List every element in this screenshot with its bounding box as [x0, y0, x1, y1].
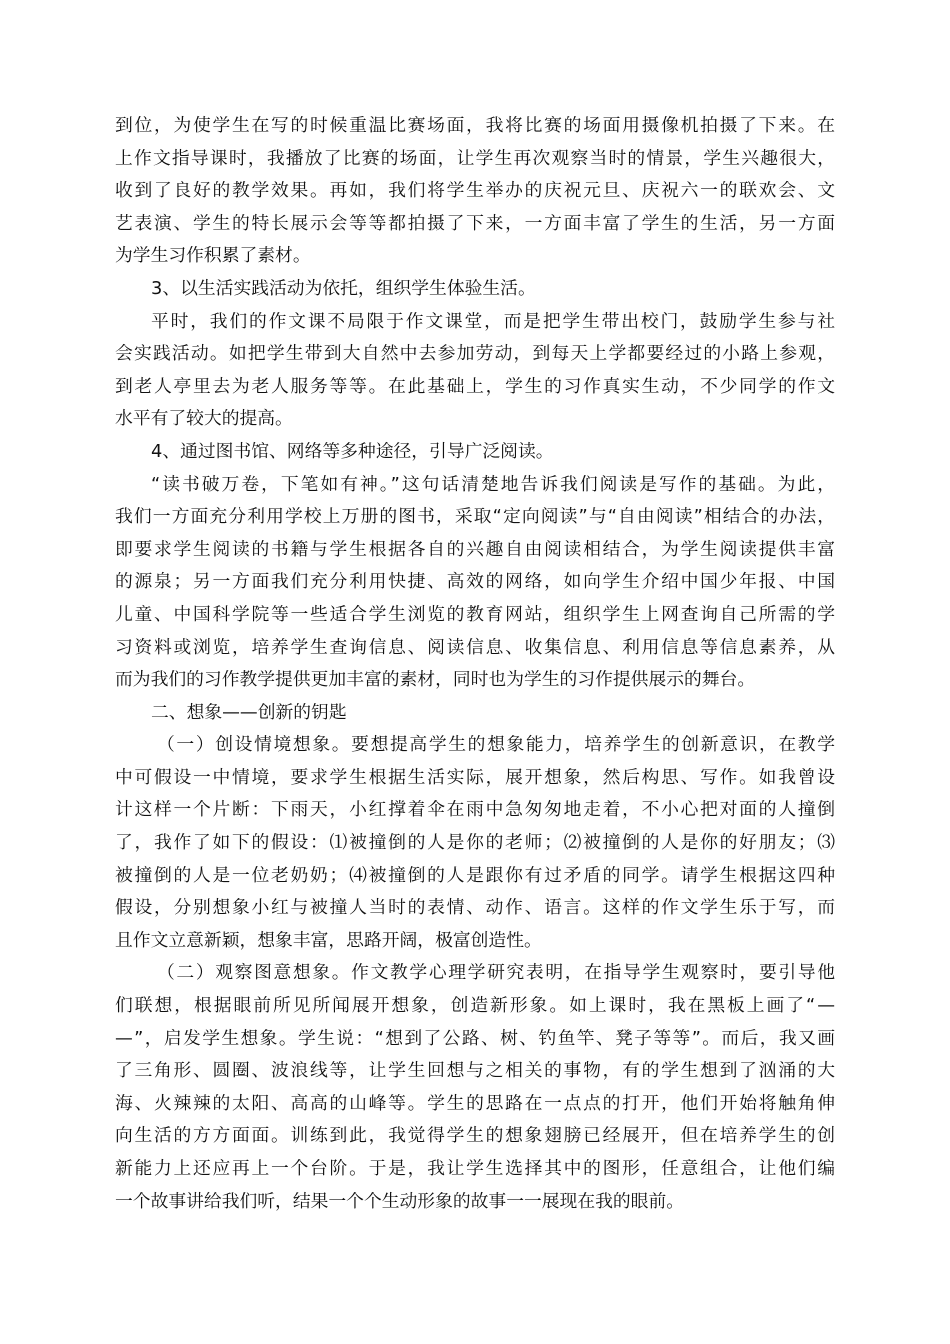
text-line: 二、想象——创新的钥匙	[151, 701, 347, 723]
text-line: 即要求学生阅读的书籍与学生根据各自的兴趣自由阅读相结合，为学生阅读提供丰富	[115, 538, 837, 560]
text-line: 习资料或浏览，培养学生查询信息、阅读信息、收集信息、利用信息等信息素养，从	[115, 636, 837, 658]
text-line: （二）观察图意想象。作文教学心理学研究表明，在指导学生观察时，要引导他	[157, 962, 837, 984]
text-line: 收到了良好的教学效果。再如，我们将学生举办的庆祝元旦、庆祝六一的联欢会、文	[115, 180, 837, 202]
text-line: 们联想，根据眼前所见所闻展开想象，创造新形象。如上课时，我在黑板上画了“—	[115, 995, 837, 1017]
text-line: 了，我作了如下的假设：⑴被撞倒的人是你的老师；⑵被撞倒的人是你的好朋友；⑶	[115, 832, 837, 854]
text-line: 我们一方面充分利用学校上万册的图书，采取“定向阅读”与“自由阅读”相结合的办法，	[115, 506, 837, 528]
text-line: “读书破万卷，下笔如有神。”这句话清楚地告诉我们阅读是写作的基础。为此，	[151, 473, 837, 495]
document-body	[115, 110, 835, 1218]
text-line: 计这样一个片断：下雨天，小红撑着伞在雨中急匆匆地走着，不小心把对面的人撞倒	[115, 799, 837, 821]
text-line: —”，启发学生想象。学生说：“想到了公路、树、钓鱼竿、凳子等等”。而后，我又画	[115, 1027, 837, 1049]
text-line: 的源泉；另一方面我们充分利用快捷、高效的网络，如向学生介绍中国少年报、中国	[115, 571, 837, 593]
text-line: 且作文立意新颖，想象丰富，思路开阔，极富创造性。	[115, 929, 542, 951]
text-line: 会实践活动。如把学生带到大自然中去参加劳动，到每天上学都要经过的小路上参观，	[115, 343, 837, 365]
text-line: 艺表演、学生的特长展示会等等都拍摄了下来，一方面丰富了学生的生活，另一方面	[115, 212, 837, 234]
text-line: 到位，为使学生在写的时候重温比赛场面，我将比赛的场面用摄像机拍摄了下来。在	[115, 115, 837, 136]
text-line: 海、火辣辣的太阳、高高的山峰等。学生的思路在一点点的打开，他们开始将触角伸	[115, 1092, 837, 1114]
text-line: 新能力上还应再上一个台阶。于是，我让学生选择其中的图形，任意组合，让他们编	[115, 1158, 837, 1179]
text-line: 而为我们的习作教学提供更加丰富的素材，同时也为学生的习作提供展示的舞台。	[115, 669, 756, 691]
text-line: 上作文指导课时，我播放了比赛的场面，让学生再次观察当时的情景，学生兴趣很大，	[115, 147, 837, 169]
text-line: 一个故事讲给我们听，结果一个个生动形象的故事一一展现在我的眼前。	[115, 1190, 685, 1212]
text-line: 平时，我们的作文课不局限于作文课堂，而是把学生带出校门，鼓励学生参与社	[151, 310, 837, 332]
text-line: 了三角形、圆圈、波浪线等，让学生回想与之相关的事物，有的学生想到了汹涌的大	[115, 1060, 837, 1082]
text-line: 为学生习作积累了素材。	[115, 245, 311, 267]
text-line: 到老人亭里去为老人服务等等。在此基础上，学生的习作真实生动，不少同学的作文	[115, 375, 837, 397]
text-line: 中可假设一中情境，要求学生根据生活实际，展开想象，然后构思、写作。如我曾设	[115, 766, 837, 788]
text-line: 假设，分别想象小红与被撞人当时的表情、动作、语言。这样的作文学生乐于写，而	[115, 897, 837, 919]
text-line: 4、通过图书馆、网络等多种途径，引导广泛阅读。	[151, 440, 554, 462]
text-line: 3、以生活实践活动为依托，组织学生体验生活。	[151, 277, 536, 299]
text-line: 儿童、中国科学院等一些适合学生浏览的教育网站，组织学生上网查询自己所需的学	[115, 603, 837, 625]
text-line: （一）创设情境想象。要想提高学生的想象能力，培养学生的创新意识，在教学	[157, 734, 837, 756]
text-line: 向生活的方方面面。训练到此，我觉得学生的想象翅膀已经展开，但在培养学生的创	[115, 1125, 837, 1147]
text-line: 水平有了较大的提高。	[115, 408, 293, 430]
text-line: 被撞倒的人是一位老奶奶；⑷被撞倒的人是跟你有过矛盾的同学。请学生根据这四种	[115, 864, 837, 886]
